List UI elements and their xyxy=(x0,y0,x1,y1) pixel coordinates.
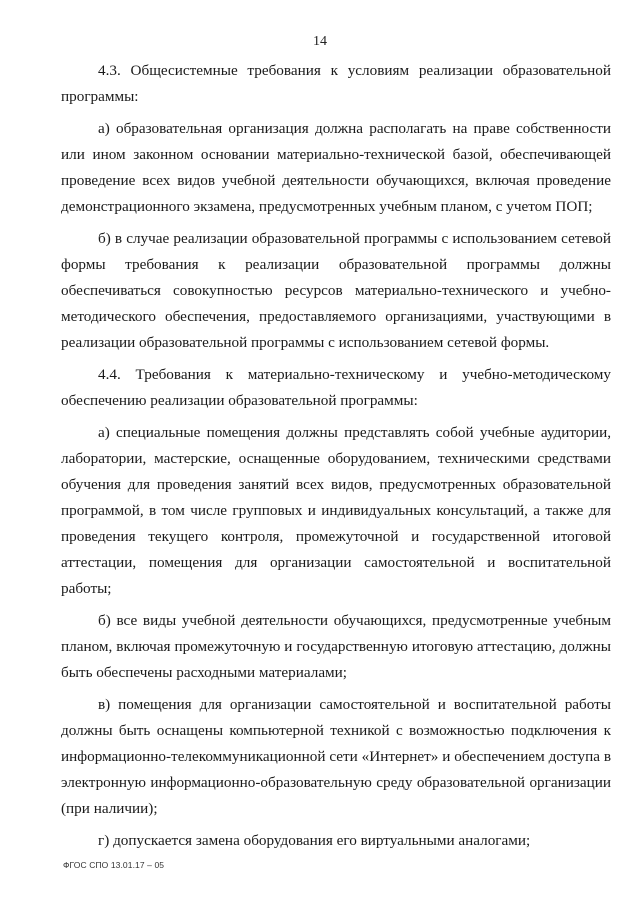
paragraph-4-4-a: а) специальные помещения должны представлять собой учебные аудитории, лаборатории, мастерские, оснащенные оборудованием, техническими средствами обучения для проведения занятий всех видов, предусмотренных образовательной программой, в том числе групповых и индивидуальных консультаций, а также для проведения текущего контроля, промежуточной и государственной итоговой аттестации, помещения для организации самостоятельной и воспитательной работы; xyxy=(61,424,611,597)
paragraph-4-3: 4.3. Общесистемные требования к условиям реализации образовательной программы: xyxy=(61,62,611,105)
document-footer-code: ФГОС СПО 13.01.17 – 05 xyxy=(63,860,165,870)
page-number: 14 xyxy=(313,34,327,49)
paragraph-4-4-g: г) допускается замена оборудования его виртуальными аналогами; xyxy=(98,832,531,849)
paragraph-4-4: 4.4. Требования к материально-техническому и учебно-методическому обеспечению реализации образовательной программы: xyxy=(61,366,611,409)
document-body xyxy=(61,58,611,860)
paragraph-4-4-v: в) помещения для организации самостоятельной и воспитательной работы должны быть оснащены компьютерной техникой с возможностью подключения к информационно-телекоммуникационной сети «Интернет» и обеспечением доступа в электронную информационно-образовательную среду образовательной организации (при наличии); xyxy=(61,696,611,817)
paragraph-4-4-b: б) все виды учебной деятельности обучающихся, предусмотренные учебным планом, включая промежуточную и государственную итоговую аттестацию, должны быть обеспечены расходными материалами; xyxy=(61,612,611,681)
paragraph-4-3-b: б) в случае реализации образовательной программы с использованием сетевой формы требования к реализации образовательной программы должны обеспечиваться совокупностью ресурсов материально-технического и учебно-методического обеспечения, предоставляемого организациями, участвующими в реализации образовательной программы с использованием сетевой формы. xyxy=(61,230,611,351)
paragraph-4-3-a: а) образовательная организация должна располагать на праве собственности или ином законном основании материально-технической базой, обеспечивающей проведение всех видов учебной деятельности обучающихся, включая проведение демонстрационного экзамена, предусмотренных учебным планом, с учетом ПОП; xyxy=(61,120,611,215)
